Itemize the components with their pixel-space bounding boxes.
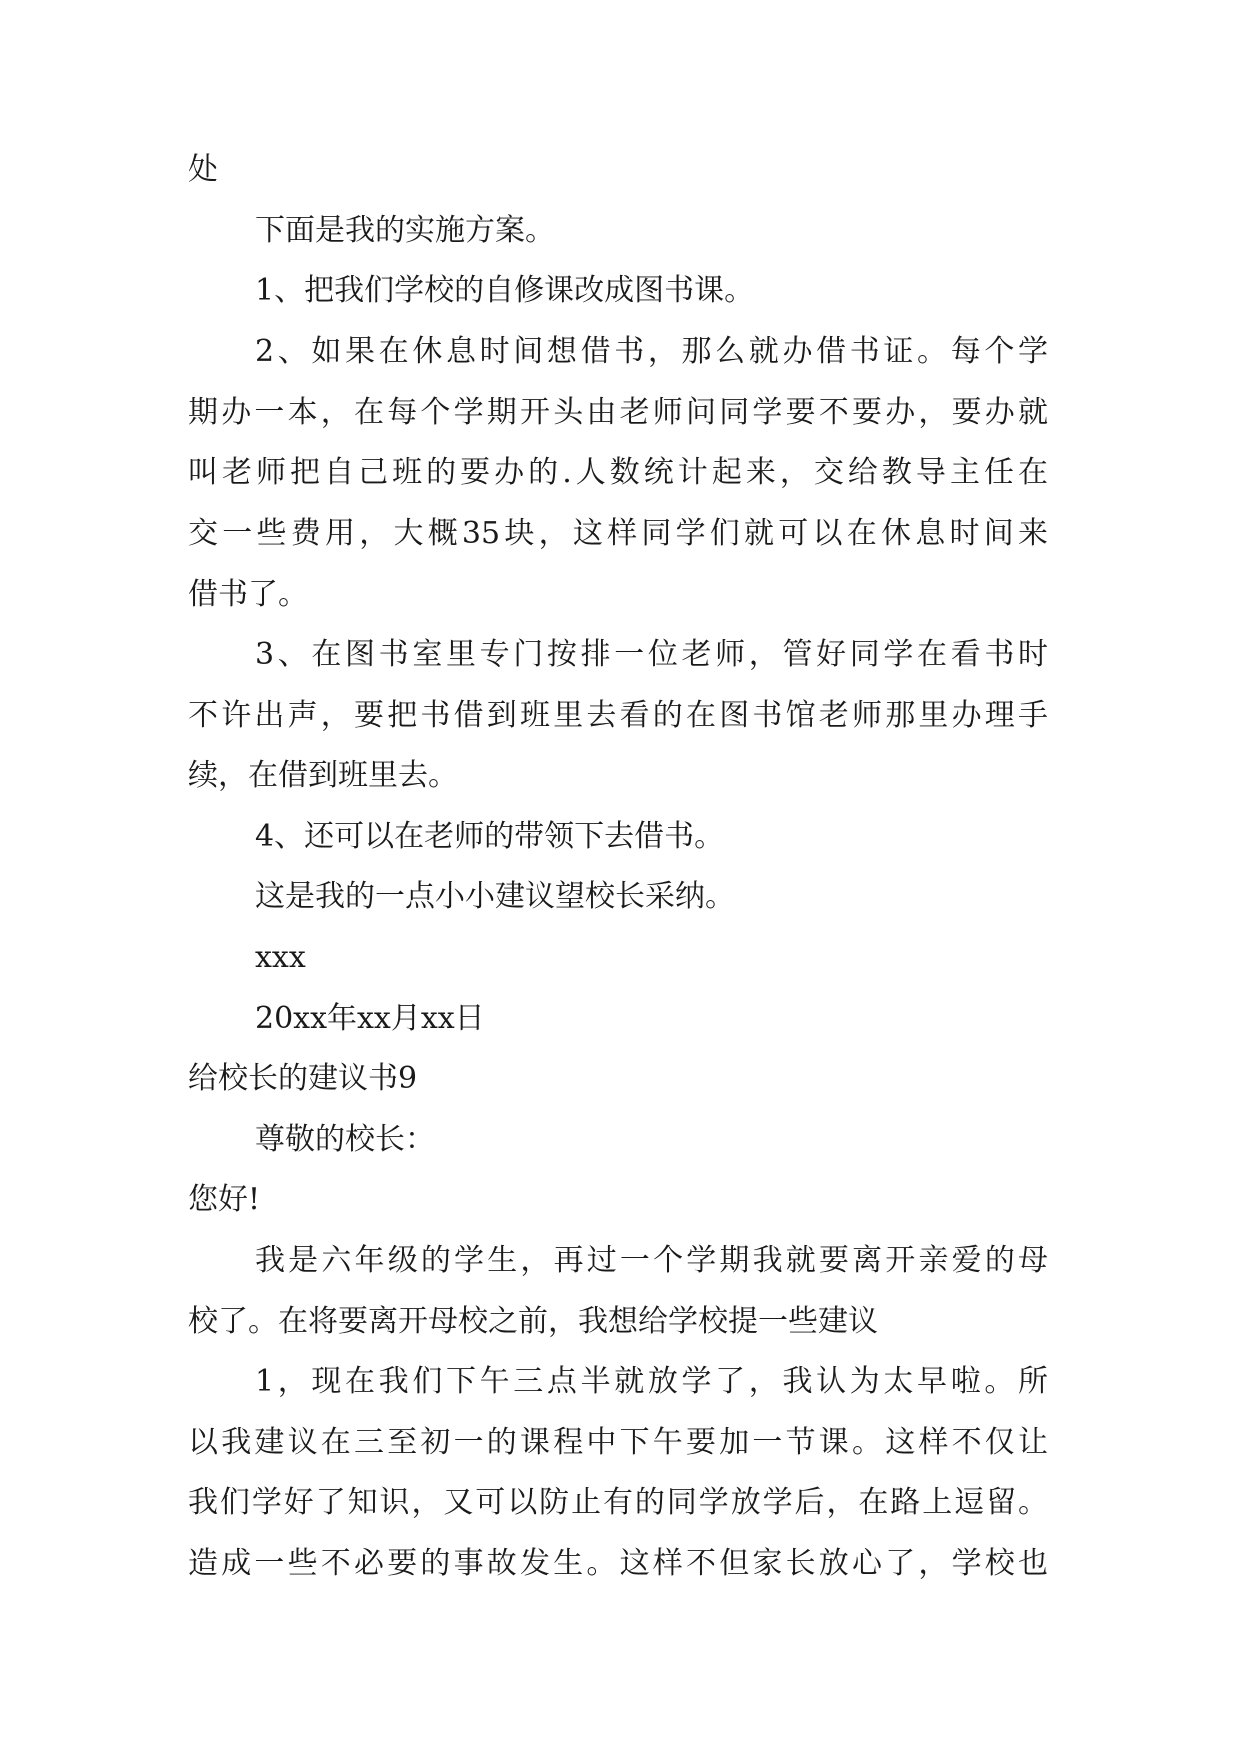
text-line: 期办一本，在每个学期开头由老师问同学要不要办，要办就 xyxy=(188,395,1048,430)
greeting: 您好! xyxy=(188,1182,261,1217)
text-line: 2、如果在休息时间想借书，那么就办借书证。每个学 xyxy=(255,334,1048,369)
signature-name: xxx xyxy=(255,940,306,975)
text-line: 这是我的一点小小建议望校长采纳。 xyxy=(255,879,735,914)
text-line: 1、把我们学校的自修课改成图书课。 xyxy=(255,273,755,308)
salutation: 尊敬的校长： xyxy=(255,1122,435,1157)
text-line: 叫老师把自己班的要办的.人数统计起来，交给教导主任在 xyxy=(188,455,1048,490)
section-title: 给校长的建议书9 xyxy=(188,1061,418,1096)
text-line: 续，在借到班里去。 xyxy=(188,758,458,793)
text-line: 4、还可以在老师的带领下去借书。 xyxy=(255,819,725,854)
text-line: 借书了。 xyxy=(188,577,308,612)
text-line: 不许出声，要把书借到班里去看的在图书馆老师那里办理手 xyxy=(188,698,1048,733)
text-line: 3、在图书室里专门按排一位老师，管好同学在看书时 xyxy=(255,637,1048,672)
text-line: 校了。在将要离开母校之前，我想给学校提一些建议 xyxy=(188,1304,878,1339)
date-line: 20xx年xx月xx日 xyxy=(255,1001,485,1036)
text-line: 造成一些不必要的事故发生。这样不但家长放心了，学校也 xyxy=(188,1546,1048,1581)
text-line: 下面是我的实施方案。 xyxy=(255,213,555,248)
text-line: 我是六年级的学生，再过一个学期我就要离开亲爱的母 xyxy=(255,1243,1048,1278)
text-line: 以我建议在三至初一的课程中下午要加一节课。这样不仅让 xyxy=(188,1425,1048,1460)
text-line: 1，现在我们下午三点半就放学了，我认为太早啦。所 xyxy=(255,1364,1048,1399)
text-line: 我们学好了知识，又可以防止有的同学放学后，在路上逗留。 xyxy=(188,1485,1048,1520)
text-line: 处 xyxy=(188,152,218,187)
text-line: 交一些费用，大概35块，这样同学们就可以在休息时间来 xyxy=(188,516,1048,551)
